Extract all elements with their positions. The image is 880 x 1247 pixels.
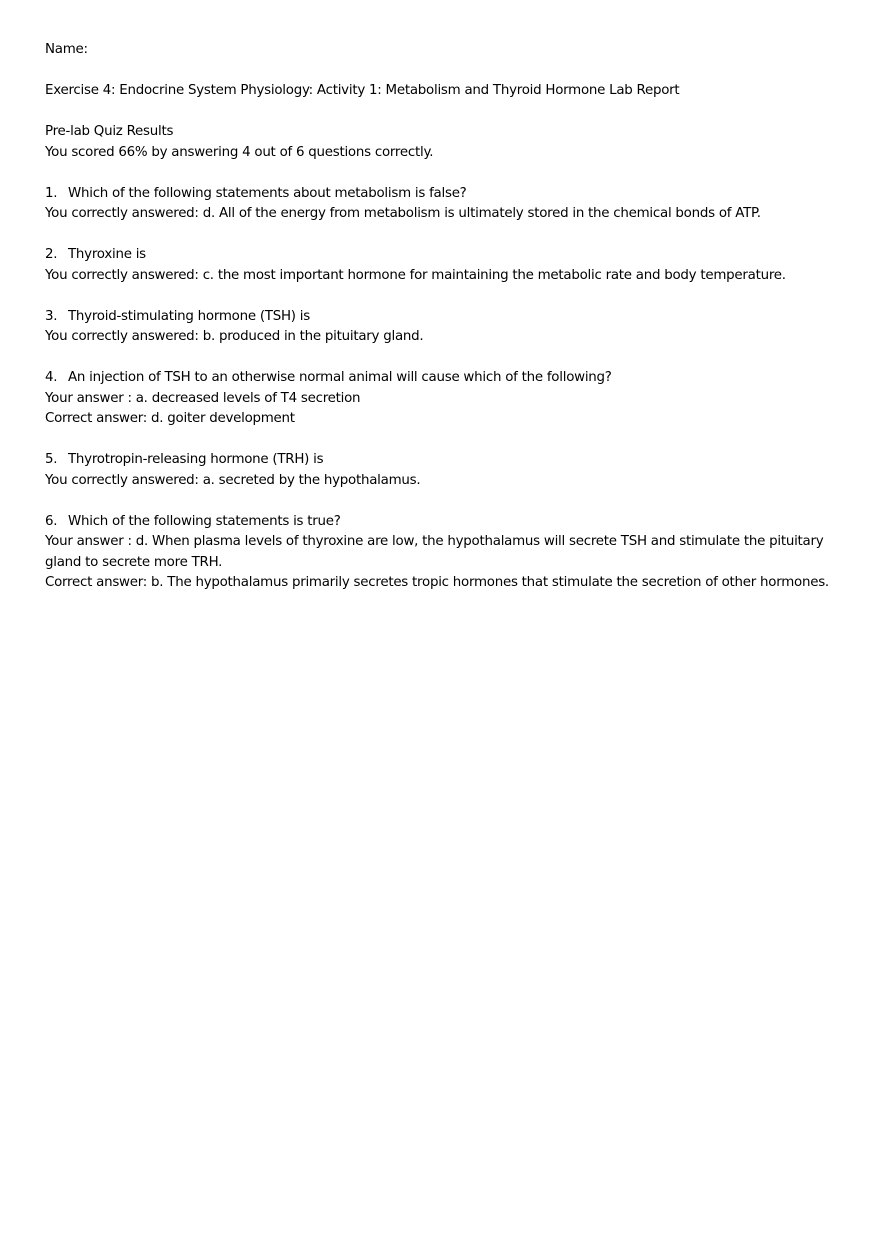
- question-text: An injection of TSH to an otherwise normal animal will cause which of the following?: [68, 370, 612, 385]
- correct-answer: You correctly answered: c. the most important hormone for maintaining the metabolic rate and body temperature.: [45, 267, 786, 283]
- question-number: 1.: [45, 185, 58, 201]
- correct-answer: Correct answer: b. The hypothalamus primarily secretes tropic hormones that stimulate the secretion of other hormones.: [45, 575, 829, 590]
- question-4: [45, 368, 835, 430]
- quiz-heading: Pre-lab Quiz Results: [45, 124, 174, 139]
- question-number: 5.: [45, 452, 58, 467]
- score-summary: You scored 66% by answering 4 out of 6 questions correctly.: [45, 144, 434, 160]
- page-title: Exercise 4: Endocrine System Physiology: Activity 1: Metabolism and Thyroid Hormone Lab Report: [45, 83, 680, 98]
- question-5: [45, 450, 835, 491]
- question-2: [45, 245, 835, 286]
- question-number: 4.: [45, 370, 58, 385]
- correct-answer: You correctly answered: d. All of the energy from metabolism is ultimately stored in the chemical bonds of ATP.: [45, 206, 761, 221]
- question-text: Thyroid-stimulating hormone (TSH) is: [68, 308, 310, 324]
- correct-answer: You correctly answered: a. secreted by the hypothalamus.: [45, 472, 421, 488]
- your-answer: Your answer : a. decreased levels of T4 secretion: [45, 390, 361, 406]
- lab-report-page: [45, 40, 835, 594]
- question-number: 3.: [45, 308, 58, 324]
- correct-answer: You correctly answered: b. produced in the pituitary gland.: [45, 329, 424, 344]
- question-number: 6.: [45, 513, 58, 529]
- question-number: 2.: [45, 247, 58, 262]
- question-1: [45, 184, 835, 225]
- question-6: [45, 512, 835, 594]
- question-text: Thyrotropin-releasing hormone (TRH) is: [68, 452, 324, 467]
- your-answer: Your answer : d. When plasma levels of thyroxine are low, the hypothalamus will secrete TSH and stimulate the pituitary gland to secrete more TRH.: [45, 534, 824, 570]
- question-3: [45, 307, 835, 348]
- question-text: Thyroxine is: [68, 247, 146, 262]
- name-label: Name:: [45, 42, 88, 57]
- question-text: Which of the following statements is true?: [68, 513, 341, 529]
- question-text: Which of the following statements about metabolism is false?: [68, 185, 467, 201]
- correct-answer: Correct answer: d. goiter development: [45, 411, 295, 426]
